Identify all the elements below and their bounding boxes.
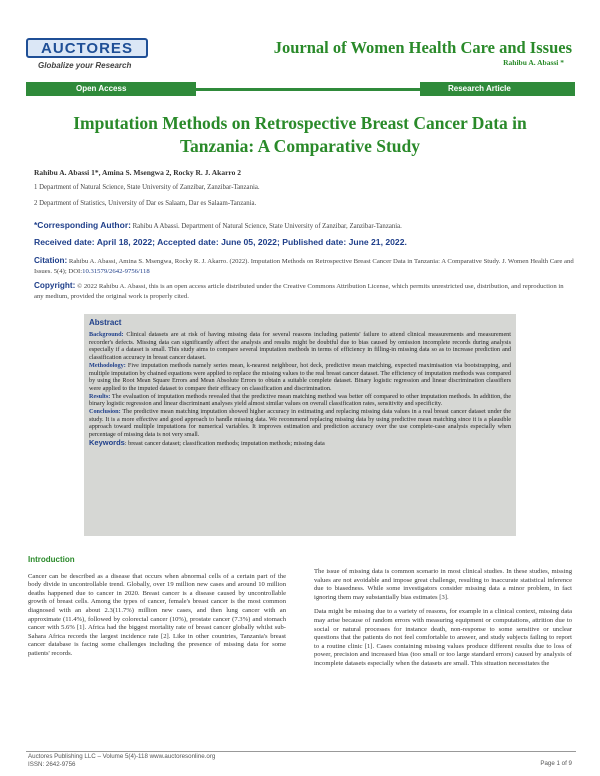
keywords bbox=[89, 439, 511, 448]
logo-wordmark: AUCTORES bbox=[26, 38, 148, 58]
footer-divider bbox=[26, 751, 576, 752]
intro-paragraph-2: The issue of missing data is common scenario in most clinical studies. In these studies, missing values are not avoidable and impose great challenge, resulting to inaccurate statistical inference due to biasedness. While some investigators consider missing data a minor problem, in fact ignoring them may substantially bias estimates [3]. bbox=[314, 568, 572, 601]
article-type-label: Research Article bbox=[448, 84, 511, 93]
background-text: Clinical datasets are at risk of having missing data for several reasons including patients' failure to attend clinical measurements and measurement recorder's defects. Missing data can significantly affect the analysis and results might be doubtful due to bias caused by omission incomplete records during analysis especially if a dataset is small. This study aims to compare several imputation methods in terms of efficiency in filling-in missing data so as to increase prediction and classification accuracy in breast cancer dataset. bbox=[89, 331, 511, 362]
methodology-label: Methodology: bbox=[89, 361, 126, 369]
corresponding-author bbox=[34, 220, 574, 230]
conclusion-text: The predictive mean matching imputation showed higher accuracy in estimating and replacing missing data values in a real breast cancer dataset under the study. It is a more effective and good approach to handle missing data. We recommend replacing missing data by using predictive mean matching since it is a plausible approach toward multiple imputations for numerical variables. It improves estimation and prediction accuracy over the use complete-case analysis especially when percentage of missing data is not very small. bbox=[89, 408, 511, 439]
copyright bbox=[34, 281, 574, 301]
keywords-text: : breast cancer dataset; classification methods; imputation methods; missing data bbox=[124, 439, 325, 447]
left-column bbox=[28, 556, 286, 665]
open-access-banner bbox=[26, 82, 196, 96]
open-access-label: Open Access bbox=[76, 84, 127, 93]
conclusion-label: Conclusion: bbox=[89, 408, 121, 416]
corresponding-author-text: Rahibu A Abassi. Department of Natural Science, State University of Zanzibar, Zanzibar-Tanzania. bbox=[130, 223, 402, 230]
corresponding-author-label: *Corresponding Author: bbox=[34, 220, 131, 230]
right-column bbox=[314, 568, 572, 675]
citation-label: Citation: bbox=[34, 256, 68, 265]
publication-dates: Received date: April 18, 2022; Accepted date: June 05, 2022; Published date: June 21, 2022. bbox=[34, 237, 407, 247]
background-label: Background: bbox=[89, 331, 124, 338]
logo-tagline: Globalize your Research bbox=[38, 61, 132, 70]
introduction-heading: Introduction bbox=[28, 555, 75, 564]
affiliation-1: 1 Department of Natural Science, State University of Zanzibar, Zanzibar-Tanzania. bbox=[34, 184, 260, 191]
keywords-label: Keywords bbox=[89, 437, 125, 447]
abstract-box bbox=[84, 314, 516, 536]
page-number: Page 1 of 9 bbox=[540, 760, 572, 767]
copyright-text: © 2022 Rahibu A. Abassi, this is an open access article distributed under the Creative Commons Attribution License, which permits unrestricted use, distribution, and reproduction in any medium, provided the original work is properly cited. bbox=[34, 283, 564, 300]
journal-title: Journal of Women Health Care and Issues bbox=[273, 38, 572, 57]
article-type-banner bbox=[420, 82, 575, 96]
intro-paragraph-1: Cancer can be described as a disease that occurs when abnormal cells of a certain part of the body divide in uncontrollable trend. Globally, over 19 million new cases and around 10 million deaths happened due to cancer in 2020. Breast cancer is a disease caused by uncontrollable growth of breast cells. Among the types of cancer, female's breast cancer is the most common diagnosed with an about 2.3(11.7%) million new cases, and then lung cancer with an approximate (11.4%), followed by colorectal cancer (10%), prostate cancer (7.3%) and stomach cancer with 5.6% [1]. Africa had the biggest mortality rate of breast cancer globally whilst sub-Sahara Africa records the largest incidence rate [2]. Like in other countries, Tanzania's breast cancer database is facing some challenges including the presence of missing data for some patients' records. bbox=[28, 572, 286, 657]
abstract-results bbox=[89, 393, 511, 408]
methodology-text: Five imputation methods namely series mean, k-nearest neighbour, hot deck, predictive mean matching, expected maximisation via bootstrapping, and multiple imputation by chained equations were applied to replace the missing values to the real breast cancer dataset. The efficiency of imputation methods was compared by using the Root Mean Square Errors and Mean Absolute Errors to obtain a suitable complete dataset. Binary logistic regression and linear discrimination classifiers were applied to the imputed dataset to compare their efficacy on classification and discrimination. bbox=[89, 361, 511, 392]
abstract-conclusion bbox=[89, 408, 511, 439]
intro-paragraph-3: Data might be missing due to a variety of reasons, for example in a clinical context, missing data may arise because of random errors with measuring equipment or computations, attrition due to social or natural processes for instance death, non-response to some sensitive or unclear questions that the patients do not feel comfortable to answer, and study subjects failing to report to a routine clinic [1]. Cases containing missing values produce different results due to loss of power, precision and increased bias (too small or too large standard errors) caused by analysis of incomplete datasets especially when the datasets are small. This situation necessitates the bbox=[314, 608, 572, 667]
abstract-heading: Abstract bbox=[89, 318, 122, 327]
abstract-methodology bbox=[89, 362, 511, 393]
footer-issn: ISSN: 2642-9756 bbox=[28, 761, 76, 768]
article-title: Imputation Methods on Retrospective Breast Cancer Data in Tanzania: A Comparative Study bbox=[73, 113, 527, 156]
results-text: The evaluation of imputation methods revealed that the predictive mean matching method was better off compared to other imputation methods. In addition, the binary logistic regression and linear discriminant analyses yield almost similar values on overall classification rates, sensitivity and specificity. bbox=[89, 392, 511, 408]
author-list: Rahibu A. Abassi 1*, Amina S. Msengwa 2, Rocky R. J. Akarro 2 bbox=[34, 168, 241, 177]
footer-volume: Auctores Publishing LLC – Volume 5(4)-118 www.auctoresonline.org bbox=[28, 753, 216, 760]
affiliation-2: 2 Department of Statistics, University of Dar es Salaam, Dar es Salaam-Tanzania. bbox=[34, 200, 257, 207]
doi-link[interactable]: 10.31579/2642-9756/118 bbox=[82, 267, 150, 275]
results-label: Results: bbox=[89, 392, 111, 400]
abstract-background bbox=[89, 331, 511, 362]
footer-publisher bbox=[28, 753, 215, 769]
citation bbox=[34, 256, 574, 276]
publisher-logo bbox=[26, 38, 154, 70]
banner-divider bbox=[196, 88, 420, 91]
journal-running-author: Rahibu A. Abassi * bbox=[503, 58, 564, 67]
copyright-label: Copyright: bbox=[34, 281, 76, 290]
citation-text: Rahibu A. Abassi, Amina S. Msengwa, Rocky R. J. Akarro. (2022). Imputation Methods on Retrospective Breast Cancer Data in Tanzania: A Comparative Study. J. Women Health Care and Issues. 5(4); DOI: bbox=[34, 258, 574, 275]
